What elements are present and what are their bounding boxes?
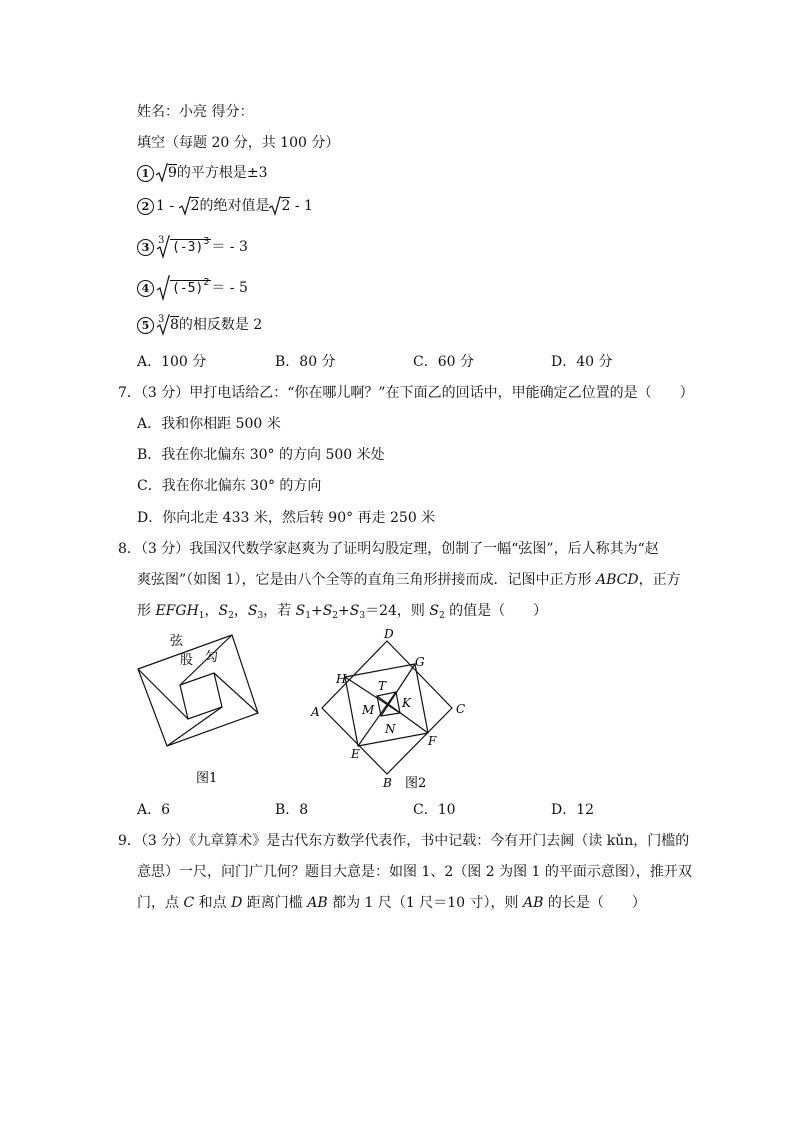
- item-prefix: 1 -: [156, 198, 179, 214]
- figure-1-caption: 图1: [196, 771, 218, 786]
- square-abcd: ABCD: [595, 572, 639, 588]
- item-text: - 1: [290, 198, 313, 214]
- q6-item-5: [137, 314, 262, 336]
- subscript: 3: [257, 611, 264, 621]
- q9-stem-line-1: 9．（3 分）《九章算术》是古代东方数学代表作，书中记载：今有开门去阃（读 kǔn，门槛的: [118, 833, 690, 849]
- point-f: F: [428, 734, 437, 748]
- square-efgh: EFGH: [155, 603, 199, 619]
- q8-text: 形: [137, 603, 156, 619]
- cube-root-symbol: [156, 235, 170, 259]
- root-index: 3: [158, 235, 165, 246]
- subscript: 2: [332, 611, 339, 621]
- q7-option-b[interactable]: B．我在你北偏东 30° 的方向 500 米处: [137, 447, 385, 463]
- sqrt-symbol: [156, 163, 168, 183]
- q6-option-c[interactable]: C．60 分: [413, 354, 474, 370]
- point-a: A: [311, 705, 320, 719]
- item-text: 的绝对值是: [199, 198, 270, 214]
- q9-stem-line-2: 意思）一尺，问门广几何？题目大意是：如图 1、2（图 2 为图 1 的平面示意图），推开双: [137, 864, 692, 880]
- cube-root-symbol: [156, 314, 170, 336]
- figure-2-caption: 图2: [405, 776, 427, 791]
- point-h: H: [336, 672, 347, 686]
- point-k: K: [402, 696, 411, 710]
- radicand: 8: [170, 317, 179, 333]
- q7-option-d[interactable]: D．你向北走 433 米，然后转 90° 再走 250 米: [137, 510, 436, 526]
- circled-number: 1: [137, 165, 154, 182]
- exponent: 2: [203, 277, 210, 288]
- item-text: ＝ - 5: [211, 280, 248, 296]
- s-var: S: [247, 603, 258, 619]
- radicand-base: (-5): [172, 281, 204, 296]
- figure-1-xian-diagram: [130, 628, 270, 788]
- s-var: S: [218, 603, 229, 619]
- q6-item-2: [137, 196, 313, 216]
- radicand: 9: [168, 165, 177, 181]
- radicand-base: (-3): [172, 240, 204, 255]
- point-d: D: [384, 627, 394, 641]
- q6-item-4: [137, 273, 248, 301]
- q6-options: [137, 351, 689, 371]
- circled-number: 5: [137, 317, 154, 334]
- figure-2-zhao-shuang-diagram: [300, 622, 480, 794]
- sqrt-symbol: [179, 196, 191, 216]
- q6-option-d[interactable]: D．40 分: [551, 354, 613, 370]
- q6-option-b[interactable]: B．80 分: [275, 354, 336, 370]
- edge: [138, 669, 188, 719]
- q8-stem-line-3: 形 $EFGH_1$，$S_2$，$S_3$，若 $S_1+S_2+S_3=24$，则 $S_2$ 的值是（ ）: [137, 603, 548, 621]
- point-g: G: [415, 655, 425, 669]
- radicand: [170, 277, 211, 296]
- circled-number: 2: [137, 198, 154, 215]
- point-c: C: [456, 702, 466, 716]
- q8-option-d[interactable]: D．12: [551, 802, 595, 818]
- subscript: 2: [228, 611, 234, 621]
- point-d-ref: D: [231, 895, 243, 911]
- q8-stem-line-1: 8．（3 分）我国汉代数学家赵爽为了证明勾股定理，创制了一幅“弦图”，后人称其为“赵: [118, 541, 659, 557]
- segment-ab-ref: AB: [307, 895, 328, 911]
- subscript: 1: [305, 611, 311, 621]
- sqrt-symbol: [156, 275, 170, 301]
- q7-option-c[interactable]: C．我在你北偏东 30° 的方向: [137, 478, 322, 494]
- point-c-ref: C: [183, 895, 195, 911]
- point-t: T: [378, 679, 387, 693]
- q8-text: ＝24，则: [365, 603, 430, 619]
- outer-square: [138, 635, 258, 746]
- root-index: 3: [158, 314, 165, 325]
- s-var: S: [322, 603, 333, 619]
- item-text: 的相反数是 2: [178, 317, 263, 333]
- circled-number: 3: [137, 239, 154, 256]
- q8-option-c[interactable]: C．10: [413, 802, 456, 818]
- q8-text: 的值是（ ）: [444, 603, 548, 619]
- q8-option-b[interactable]: B．8: [275, 802, 309, 818]
- item-text: 的平方根是±3: [176, 165, 268, 181]
- item-text: ＝ - 3: [211, 239, 248, 255]
- q6-option-a[interactable]: A．100 分: [137, 354, 207, 370]
- q9-text: 都为 1 尺（1 尺＝10 寸），则: [327, 895, 523, 911]
- subscript: 3: [359, 611, 366, 621]
- q9-text: 和点: [194, 895, 232, 911]
- point-n: N: [385, 722, 396, 736]
- q8-option-a[interactable]: A．6: [137, 802, 171, 818]
- edge: [358, 692, 396, 746]
- q8-options: [137, 799, 689, 819]
- q6-item-1: [137, 163, 268, 183]
- s-var: S: [429, 603, 439, 619]
- q9-text: 的长是（ ）: [543, 895, 646, 911]
- q6-item-3: [137, 232, 248, 259]
- label-gu: 股: [180, 653, 194, 668]
- segment-ab-ref: AB: [522, 895, 544, 911]
- sqrt-symbol: [269, 196, 281, 216]
- subscript: 2: [438, 611, 445, 621]
- q8-text: 爽弦图”（如图 1），它是由八个全等的直角三角形拼接而成．记图中正方形: [137, 572, 596, 588]
- radicand: 2: [190, 198, 200, 214]
- q9-text: 门，点: [137, 895, 184, 911]
- q9-stem-line-3: [137, 893, 646, 913]
- point-e: E: [351, 747, 360, 761]
- q8-stem-line-2: [137, 570, 681, 590]
- q7-option-a[interactable]: A．我和你相距 500 米: [137, 416, 281, 432]
- radicand: 2: [281, 198, 291, 214]
- q7-stem: 7．（3 分）甲打电话给乙：“你在哪儿啊？”在下面乙的回话中，甲能确定乙位置的是（ ）: [118, 385, 694, 401]
- circled-number: 4: [137, 280, 154, 297]
- s-var: S: [295, 603, 306, 619]
- label-xian: 弦: [170, 634, 184, 649]
- label-gou: 勾: [205, 650, 219, 665]
- point-b: B: [383, 776, 392, 790]
- point-m: M: [362, 703, 375, 717]
- radicand: [170, 236, 211, 255]
- fill-blank-intro: 填空（每题 20 分，共 100 分）: [137, 135, 340, 151]
- edge: [167, 707, 222, 746]
- q9-text: 距离门槛: [242, 895, 308, 911]
- q8-text: ，正方: [638, 572, 681, 588]
- exponent: 3: [203, 236, 210, 247]
- subscript: 1: [198, 611, 205, 621]
- s-var: S: [349, 603, 360, 619]
- name-score-line: 姓名：小亮 得分：: [137, 104, 254, 120]
